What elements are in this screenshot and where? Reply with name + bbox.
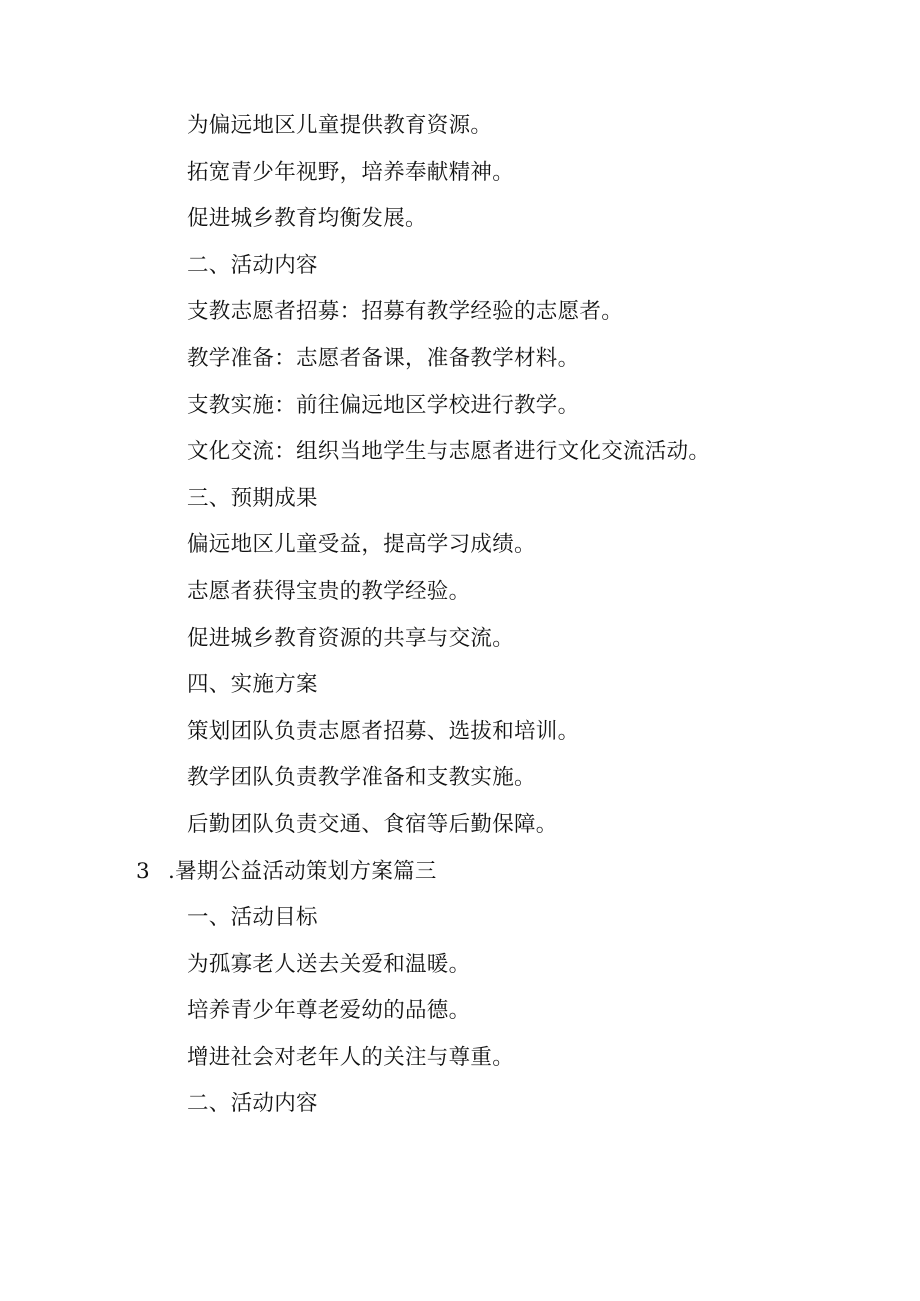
- paragraph-line: 促进城乡教育均衡发展。: [187, 206, 427, 232]
- paragraph-line: 志愿者获得宝贵的教学经验。: [187, 578, 471, 604]
- chapter-title: .暑期公益活动策划方案篇三: [167, 858, 437, 884]
- paragraph-line: 后勤团队负责交通、食宿等后勤保障。: [187, 811, 558, 837]
- paragraph-line: 教学团队负责教学准备和支教实施。: [187, 765, 536, 791]
- paragraph-line: 偏远地区儿童受益，提高学习成绩。: [187, 532, 536, 558]
- paragraph-line: 增进社会对老年人的关注与尊重。: [187, 1044, 515, 1070]
- section-heading: 四、实施方案: [187, 672, 318, 698]
- paragraph-line: 支教志愿者招募：招募有教学经验的志愿者。: [187, 299, 624, 325]
- section-heading: 三、预期成果: [187, 485, 318, 511]
- paragraph-line: 文化交流：组织当地学生与志愿者进行文化交流活动。: [187, 439, 711, 465]
- paragraph-line: 支教实施：前往偏远地区学校进行教学。: [187, 392, 580, 418]
- paragraph-line: 为偏远地区儿童提供教育资源。: [187, 113, 493, 138]
- paragraph-line: 拓宽青少年视野，培养奉献精神。: [187, 159, 515, 185]
- paragraph-line: 为孤寡老人送去关爱和温暖。: [187, 951, 471, 977]
- chapter-heading: [0, 849, 920, 896]
- paragraph-line: 策划团队负责志愿者招募、选拔和培训。: [187, 718, 580, 744]
- section-heading: 二、活动内容: [187, 252, 318, 278]
- paragraph-line: 促进城乡教育资源的共享与交流。: [187, 625, 515, 651]
- paragraph-line: 培养青少年尊老爱幼的品德。: [187, 998, 471, 1024]
- chapter-number: 3: [136, 858, 150, 884]
- section-heading: 二、活动内容: [187, 1091, 318, 1117]
- document-body: [0, 103, 920, 1128]
- paragraph-line: 教学准备：志愿者备课，准备教学材料。: [187, 345, 580, 371]
- section-heading: 一、活动目标: [187, 905, 318, 931]
